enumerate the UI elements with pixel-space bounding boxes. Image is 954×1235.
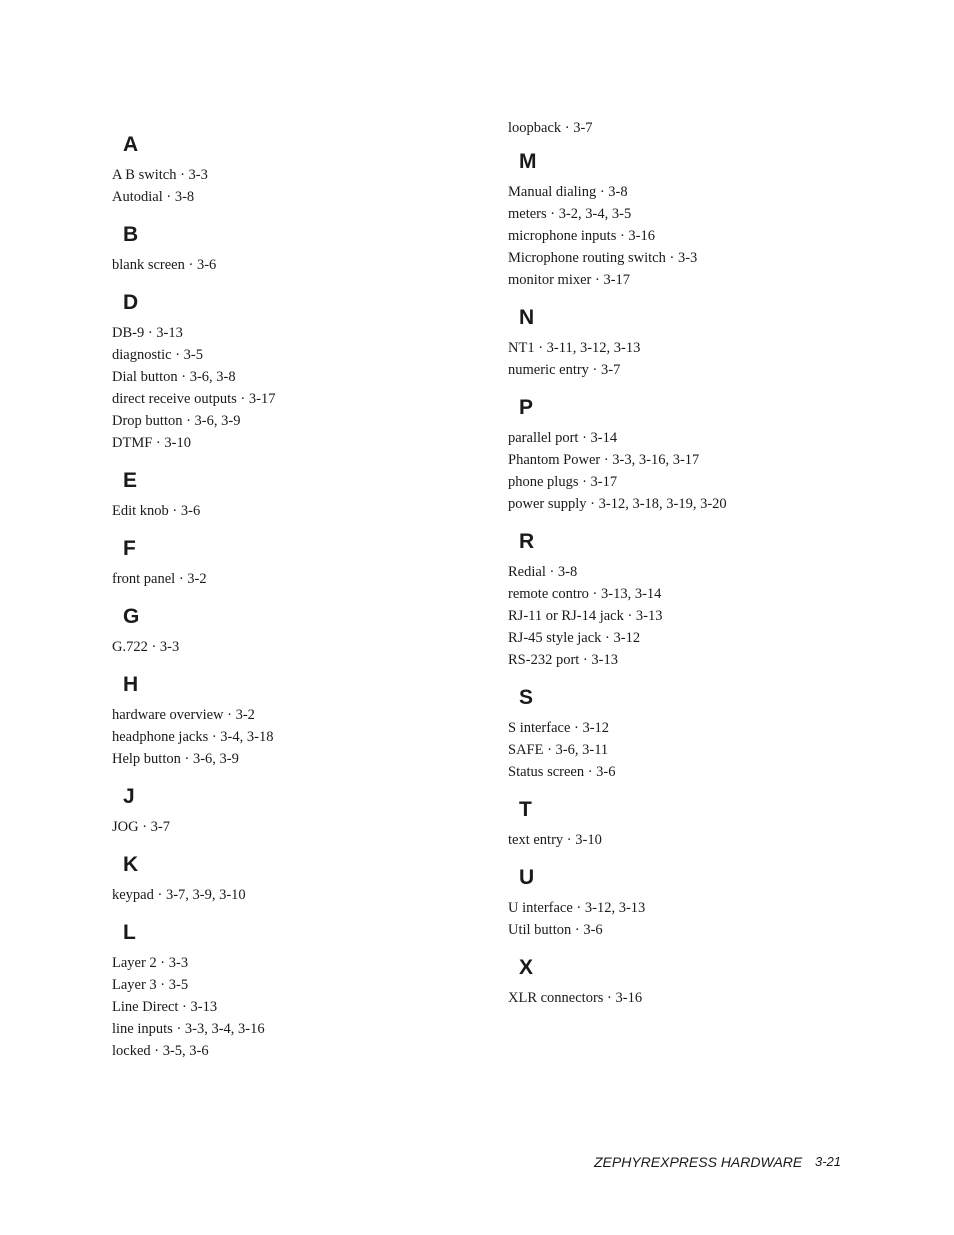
index-section-b bbox=[112, 218, 512, 276]
entry-list bbox=[112, 500, 512, 522]
index-section-a bbox=[112, 128, 512, 208]
entry-list bbox=[112, 254, 512, 276]
index-entry: diagnostic · 3-5 bbox=[112, 347, 204, 363]
entry-list bbox=[508, 987, 908, 1009]
index-entry: monitor mixer · 3-17 bbox=[508, 272, 631, 288]
index-section-f bbox=[112, 532, 512, 590]
index-entry: keypad · 3-7, 3-9, 3-10 bbox=[112, 887, 246, 903]
section-letter: R bbox=[519, 530, 535, 553]
section-letter: H bbox=[123, 673, 139, 696]
index-entry: Line Direct · 3-13 bbox=[112, 999, 218, 1015]
index-entry: JOG · 3-7 bbox=[112, 819, 170, 835]
index-entry: Layer 2 · 3-3 bbox=[112, 955, 189, 971]
index-entry: parallel port · 3-14 bbox=[508, 430, 618, 446]
index-entry: locked · 3-5, 3-6 bbox=[112, 1043, 209, 1059]
index-entry: microphone inputs · 3-16 bbox=[508, 228, 655, 244]
section-letter: G bbox=[123, 605, 140, 628]
section-letter: A bbox=[123, 133, 139, 156]
index-entry: power supply · 3-12, 3-18, 3-19, 3-20 bbox=[508, 496, 727, 512]
section-letter: X bbox=[519, 956, 534, 979]
page-footer bbox=[0, 1150, 954, 1174]
index-section-g bbox=[112, 600, 512, 658]
index-entry: NT1 · 3-11, 3-12, 3-13 bbox=[508, 340, 641, 356]
index-entry: numeric entry · 3-7 bbox=[508, 362, 621, 378]
index-entry: RJ-45 style jack · 3-12 bbox=[508, 630, 641, 646]
index-entry: U interface · 3-12, 3-13 bbox=[508, 900, 646, 916]
index-section-x bbox=[508, 951, 908, 1009]
index-entry: Dial button · 3-6, 3-8 bbox=[112, 369, 236, 385]
index-entry: Phantom Power · 3-3, 3-16, 3-17 bbox=[508, 452, 700, 468]
index-entry: RS-232 port · 3-13 bbox=[508, 652, 618, 668]
entry-list bbox=[112, 704, 512, 770]
index-entry: Drop button · 3-6, 3-9 bbox=[112, 413, 241, 429]
entry-list bbox=[112, 164, 512, 208]
section-letter: D bbox=[123, 291, 139, 314]
entry-list bbox=[508, 181, 908, 291]
index-section-j bbox=[112, 780, 512, 838]
section-letter: E bbox=[123, 469, 138, 492]
index-entry: line inputs · 3-3, 3-4, 3-16 bbox=[112, 1021, 265, 1037]
index-entry: Status screen · 3-6 bbox=[508, 764, 616, 780]
footer-title: ZEPHYREXPRESS HARDWARE bbox=[594, 1154, 803, 1170]
section-letter: U bbox=[519, 866, 535, 889]
index-section-m bbox=[508, 145, 908, 291]
section-letter: K bbox=[123, 853, 139, 876]
entry-list bbox=[508, 337, 908, 381]
index-entry: Redial · 3-8 bbox=[508, 564, 578, 580]
index-entry: G.722 · 3-3 bbox=[112, 639, 180, 655]
index-section-r bbox=[508, 525, 908, 671]
index-left-column bbox=[112, 128, 512, 1072]
index-entry: direct receive outputs · 3-17 bbox=[112, 391, 276, 407]
index-entry: phone plugs · 3-17 bbox=[508, 474, 618, 490]
section-letter: S bbox=[519, 686, 534, 709]
page-number: 3-21 bbox=[815, 1154, 842, 1169]
entry-list bbox=[508, 561, 908, 671]
entry-list bbox=[508, 717, 908, 783]
index-section-n bbox=[508, 301, 908, 381]
index-entry: headphone jacks · 3-4, 3-18 bbox=[112, 729, 274, 745]
entry-list bbox=[112, 884, 512, 906]
index-section-p bbox=[508, 391, 908, 515]
section-letter: T bbox=[519, 798, 532, 821]
index-entry: Autodial · 3-8 bbox=[112, 189, 195, 205]
entry-list bbox=[112, 636, 512, 658]
index-section-h bbox=[112, 668, 512, 770]
index-entry: DTMF · 3-10 bbox=[112, 435, 191, 451]
section-letter: B bbox=[123, 223, 139, 246]
index-right-column bbox=[508, 117, 908, 1019]
index-section-l bbox=[112, 916, 512, 1062]
index-entry: RJ-11 or RJ-14 jack · 3-13 bbox=[508, 608, 663, 624]
index-section-e bbox=[112, 464, 512, 522]
index-entry: S interface · 3-12 bbox=[508, 720, 610, 736]
index-entry: Help button · 3-6, 3-9 bbox=[112, 751, 239, 767]
entry-list bbox=[508, 897, 908, 941]
index-entry: Util button · 3-6 bbox=[508, 922, 603, 938]
section-letter: F bbox=[123, 537, 136, 560]
index-entry: loopback · 3-7 bbox=[508, 120, 593, 136]
entry-list bbox=[112, 322, 512, 454]
index-entry: XLR connectors · 3-16 bbox=[508, 990, 643, 1006]
index-section-k bbox=[112, 848, 512, 906]
index-section-d bbox=[112, 286, 512, 454]
index-entry: blank screen · 3-6 bbox=[112, 257, 217, 273]
entry-list bbox=[112, 952, 512, 1062]
entry-list bbox=[112, 816, 512, 838]
section-letter: P bbox=[519, 396, 534, 419]
index-entry: A B switch · 3-3 bbox=[112, 167, 208, 183]
index-entry: SAFE · 3-6, 3-11 bbox=[508, 742, 609, 758]
section-letter: N bbox=[519, 306, 535, 329]
section-letter: J bbox=[123, 785, 135, 808]
entry-list bbox=[508, 427, 908, 515]
index-entry: hardware overview · 3-2 bbox=[112, 707, 255, 723]
index-entry: Manual dialing · 3-8 bbox=[508, 184, 628, 200]
index-entry: Edit knob · 3-6 bbox=[112, 503, 201, 519]
entry-list bbox=[508, 829, 908, 851]
index-entry: text entry · 3-10 bbox=[508, 832, 602, 848]
section-letter: L bbox=[123, 921, 136, 944]
entry-list bbox=[112, 568, 512, 590]
index-section-t bbox=[508, 793, 908, 851]
index-entry: remote contro · 3-13, 3-14 bbox=[508, 586, 662, 602]
index-entry: DB-9 · 3-13 bbox=[112, 325, 183, 341]
index-entry: front panel · 3-2 bbox=[112, 571, 207, 587]
index-section-s bbox=[508, 681, 908, 783]
index-section-u bbox=[508, 861, 908, 941]
section-letter: M bbox=[519, 150, 537, 173]
index-entry: Layer 3 · 3-5 bbox=[112, 977, 189, 993]
index-entry: Microphone routing switch · 3-3 bbox=[508, 250, 698, 266]
index-entry: meters · 3-2, 3-4, 3-5 bbox=[508, 206, 632, 222]
